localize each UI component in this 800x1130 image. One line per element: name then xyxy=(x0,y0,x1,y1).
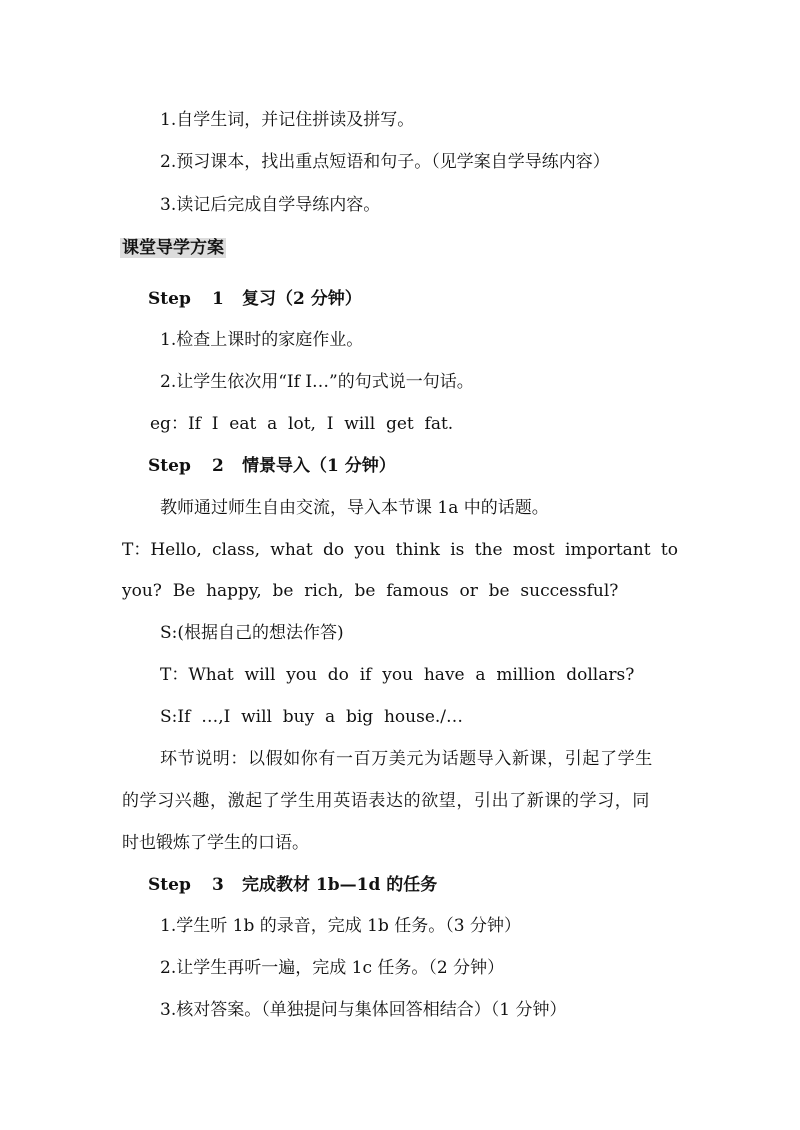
teacher-line-1-word: most xyxy=(512,540,555,560)
step-3-word: Step xyxy=(148,875,191,895)
section-heading xyxy=(120,236,226,260)
teacher-line-1-word: what xyxy=(270,540,313,560)
step-3-item-3: 3.核对答案。（单独提问与集体回答相结合）（1 分钟） xyxy=(160,1000,567,1020)
step-3-heading xyxy=(148,873,437,897)
step-2-intro: 教师通过师生自由交流，导入本节课 1a 中的话题。 xyxy=(160,498,549,518)
teacher-line-1-word: the xyxy=(474,540,503,560)
step-2-note-line-2: 的学习兴趣，激起了学生用英语表达的欲望，引出了新课的学习，同 xyxy=(122,791,650,811)
teacher-line-1-continued: you? Be happy, be rich, be famous or be successful? xyxy=(122,581,619,601)
step-1-example: eg：If I eat a lot, I will get fat. xyxy=(150,414,454,434)
teacher-line-1-word: is xyxy=(450,540,465,560)
step-2-note-line-3: 时也锻炼了学生的口语。 xyxy=(122,833,309,853)
teacher-line-1-word: you xyxy=(354,540,386,560)
student-response-2: S:If …,I will buy a big house./… xyxy=(160,707,464,727)
self-study-item-2: 2.预习课本，找出重点短语和句子。（见学案自学导练内容） xyxy=(160,152,610,172)
step-1-item-1: 1.检查上课时的家庭作业。 xyxy=(160,330,364,350)
teacher-line-1 xyxy=(122,538,678,562)
step-1-word: Step xyxy=(148,289,191,309)
step-3-number: 3 xyxy=(212,875,224,895)
section-heading-text: 课堂导学方案 xyxy=(122,238,224,258)
step-2-heading xyxy=(148,454,396,478)
step-1-item-2: 2.让学生依次用“If I…”的句式说一句话。 xyxy=(160,372,474,392)
teacher-line-1-word: do xyxy=(323,540,345,560)
self-study-item-3: 3.读记后完成自学导练内容。 xyxy=(160,195,381,215)
teacher-line-1-word: important xyxy=(565,540,651,560)
student-response-1: S:(根据自己的想法作答) xyxy=(160,623,344,643)
step-3-title: 完成教材 1b—1d 的任务 xyxy=(242,875,438,895)
teacher-line-1-word: to xyxy=(660,540,678,560)
step-2-note-line-1: 环节说明：以假如你有一百万美元为话题导入新课，引起了学生 xyxy=(160,749,653,769)
step-1-number: 1 xyxy=(212,289,224,309)
self-study-item-1: 1.自学生词，并记住拼读及拼写。 xyxy=(160,110,415,130)
step-2-word: Step xyxy=(148,456,191,476)
step-1-title: 复习（2 分钟） xyxy=(242,289,362,309)
teacher-line-1-word: class, xyxy=(212,540,260,560)
teacher-line-1-word: T：Hello, xyxy=(122,540,202,560)
step-3-item-1: 1.学生听 1b 的录音，完成 1b 任务。（3 分钟） xyxy=(160,916,521,936)
teacher-line-1-word: think xyxy=(395,540,440,560)
step-2-title: 情景导入（1 分钟） xyxy=(242,456,396,476)
step-3-item-2: 2.让学生再听一遍，完成 1c 任务。（2 分钟） xyxy=(160,958,505,978)
step-1-heading xyxy=(148,287,362,311)
teacher-line-2: T：What will you do if you have a million dollars? xyxy=(160,665,635,685)
step-2-number: 2 xyxy=(212,456,224,476)
